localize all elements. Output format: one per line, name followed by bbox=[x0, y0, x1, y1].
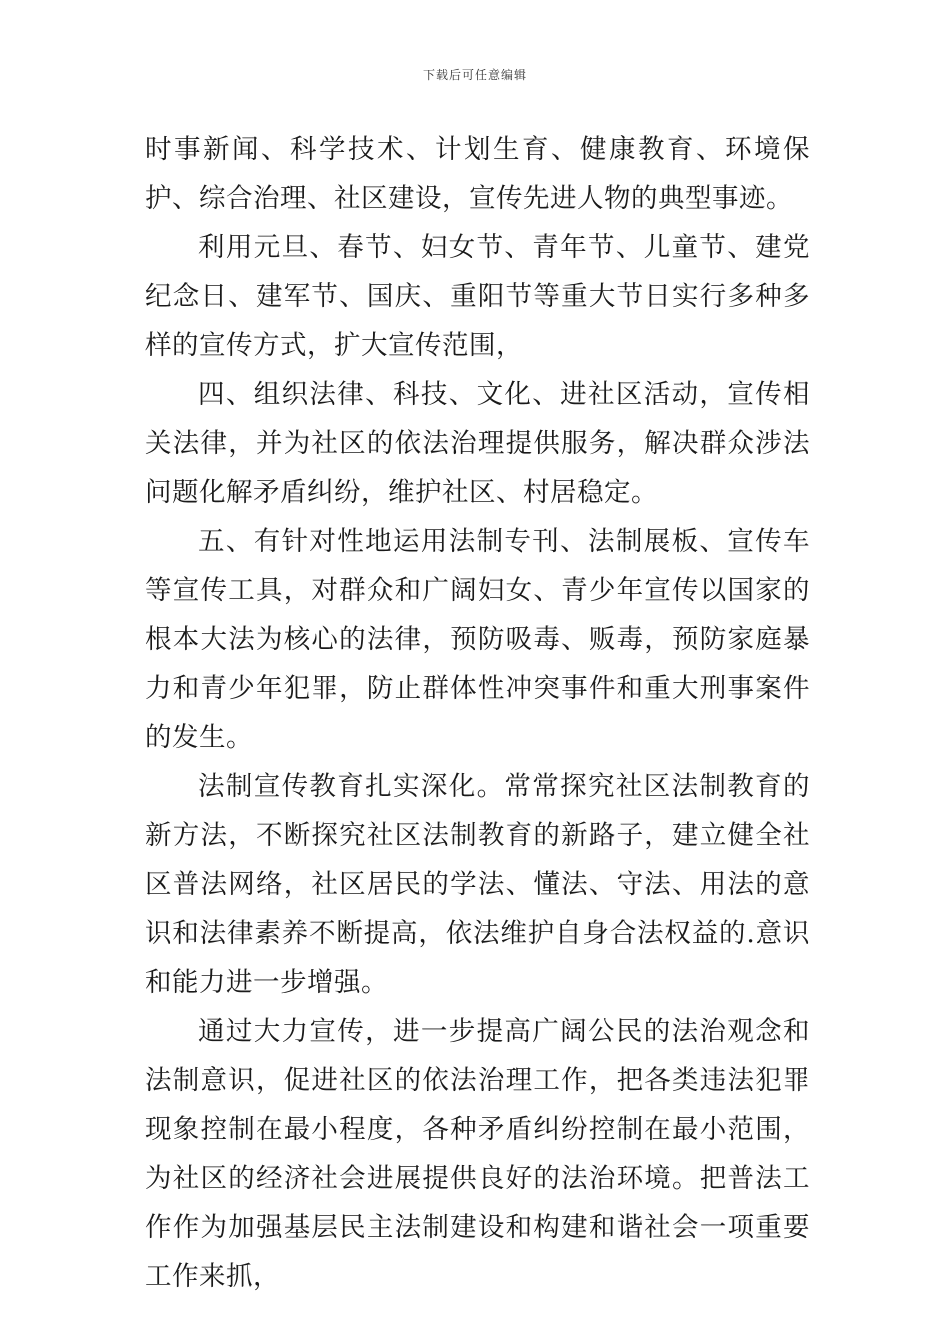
paragraph-2: 利用元旦、春节、妇女节、青年节、儿童节、建党纪念日、建军节、国庆、重阳节等重大节日实行多种多样的宣传方式，扩大宣传范围， bbox=[145, 232, 810, 361]
paragraph-3: 四、组织法律、科技、文化、进社区活动，宣传相关法律，并为社区的依法治理提供服务，解决群众涉法问题化解矛盾纠纷，维护社区、村居稳定。 bbox=[145, 379, 810, 508]
paragraph-4: 五、有针对性地运用法制专刊、法制展板、宣传车等宣传工具，对群众和广阔妇女、青少年宣传以国家的根本大法为核心的法律，预防吸毒、贩毒，预防家庭暴力和青少年犯罪，防止群体性冲突事件和重大刑事案件的发生。 bbox=[145, 526, 810, 753]
header-note: 下载后可任意编辑 bbox=[422, 68, 527, 82]
paragraph-5: 法制宣传教育扎实深化。常常探究社区法制教育的新方法，不断探究社区法制教育的新路子，建立健全社区普法网络，社区居民的学法、懂法、守法、用法的意识和法律素养不断提高，依法维护自身合法权益的.意识和能力进一步增强。 bbox=[145, 771, 810, 998]
paragraph-6: 通过大力宣传，进一步提高广阔公民的法治观念和法制意识，促进社区的依法治理工作，把各类违法犯罪现象控制在最小程度，各种矛盾纠纷控制在最小范围，为社区的经济社会进展提供良好的法治环境。把普法工作作为加强基层民主法制建设和构建和谐社会一项重要工作来抓， bbox=[145, 1016, 810, 1292]
document-body bbox=[145, 125, 810, 1301]
paragraph-1: 时事新闻、科学技术、计划生育、健康教育、环境保护、综合治理、社区建设，宣传先进人物的典型事迹。 bbox=[145, 134, 810, 214]
